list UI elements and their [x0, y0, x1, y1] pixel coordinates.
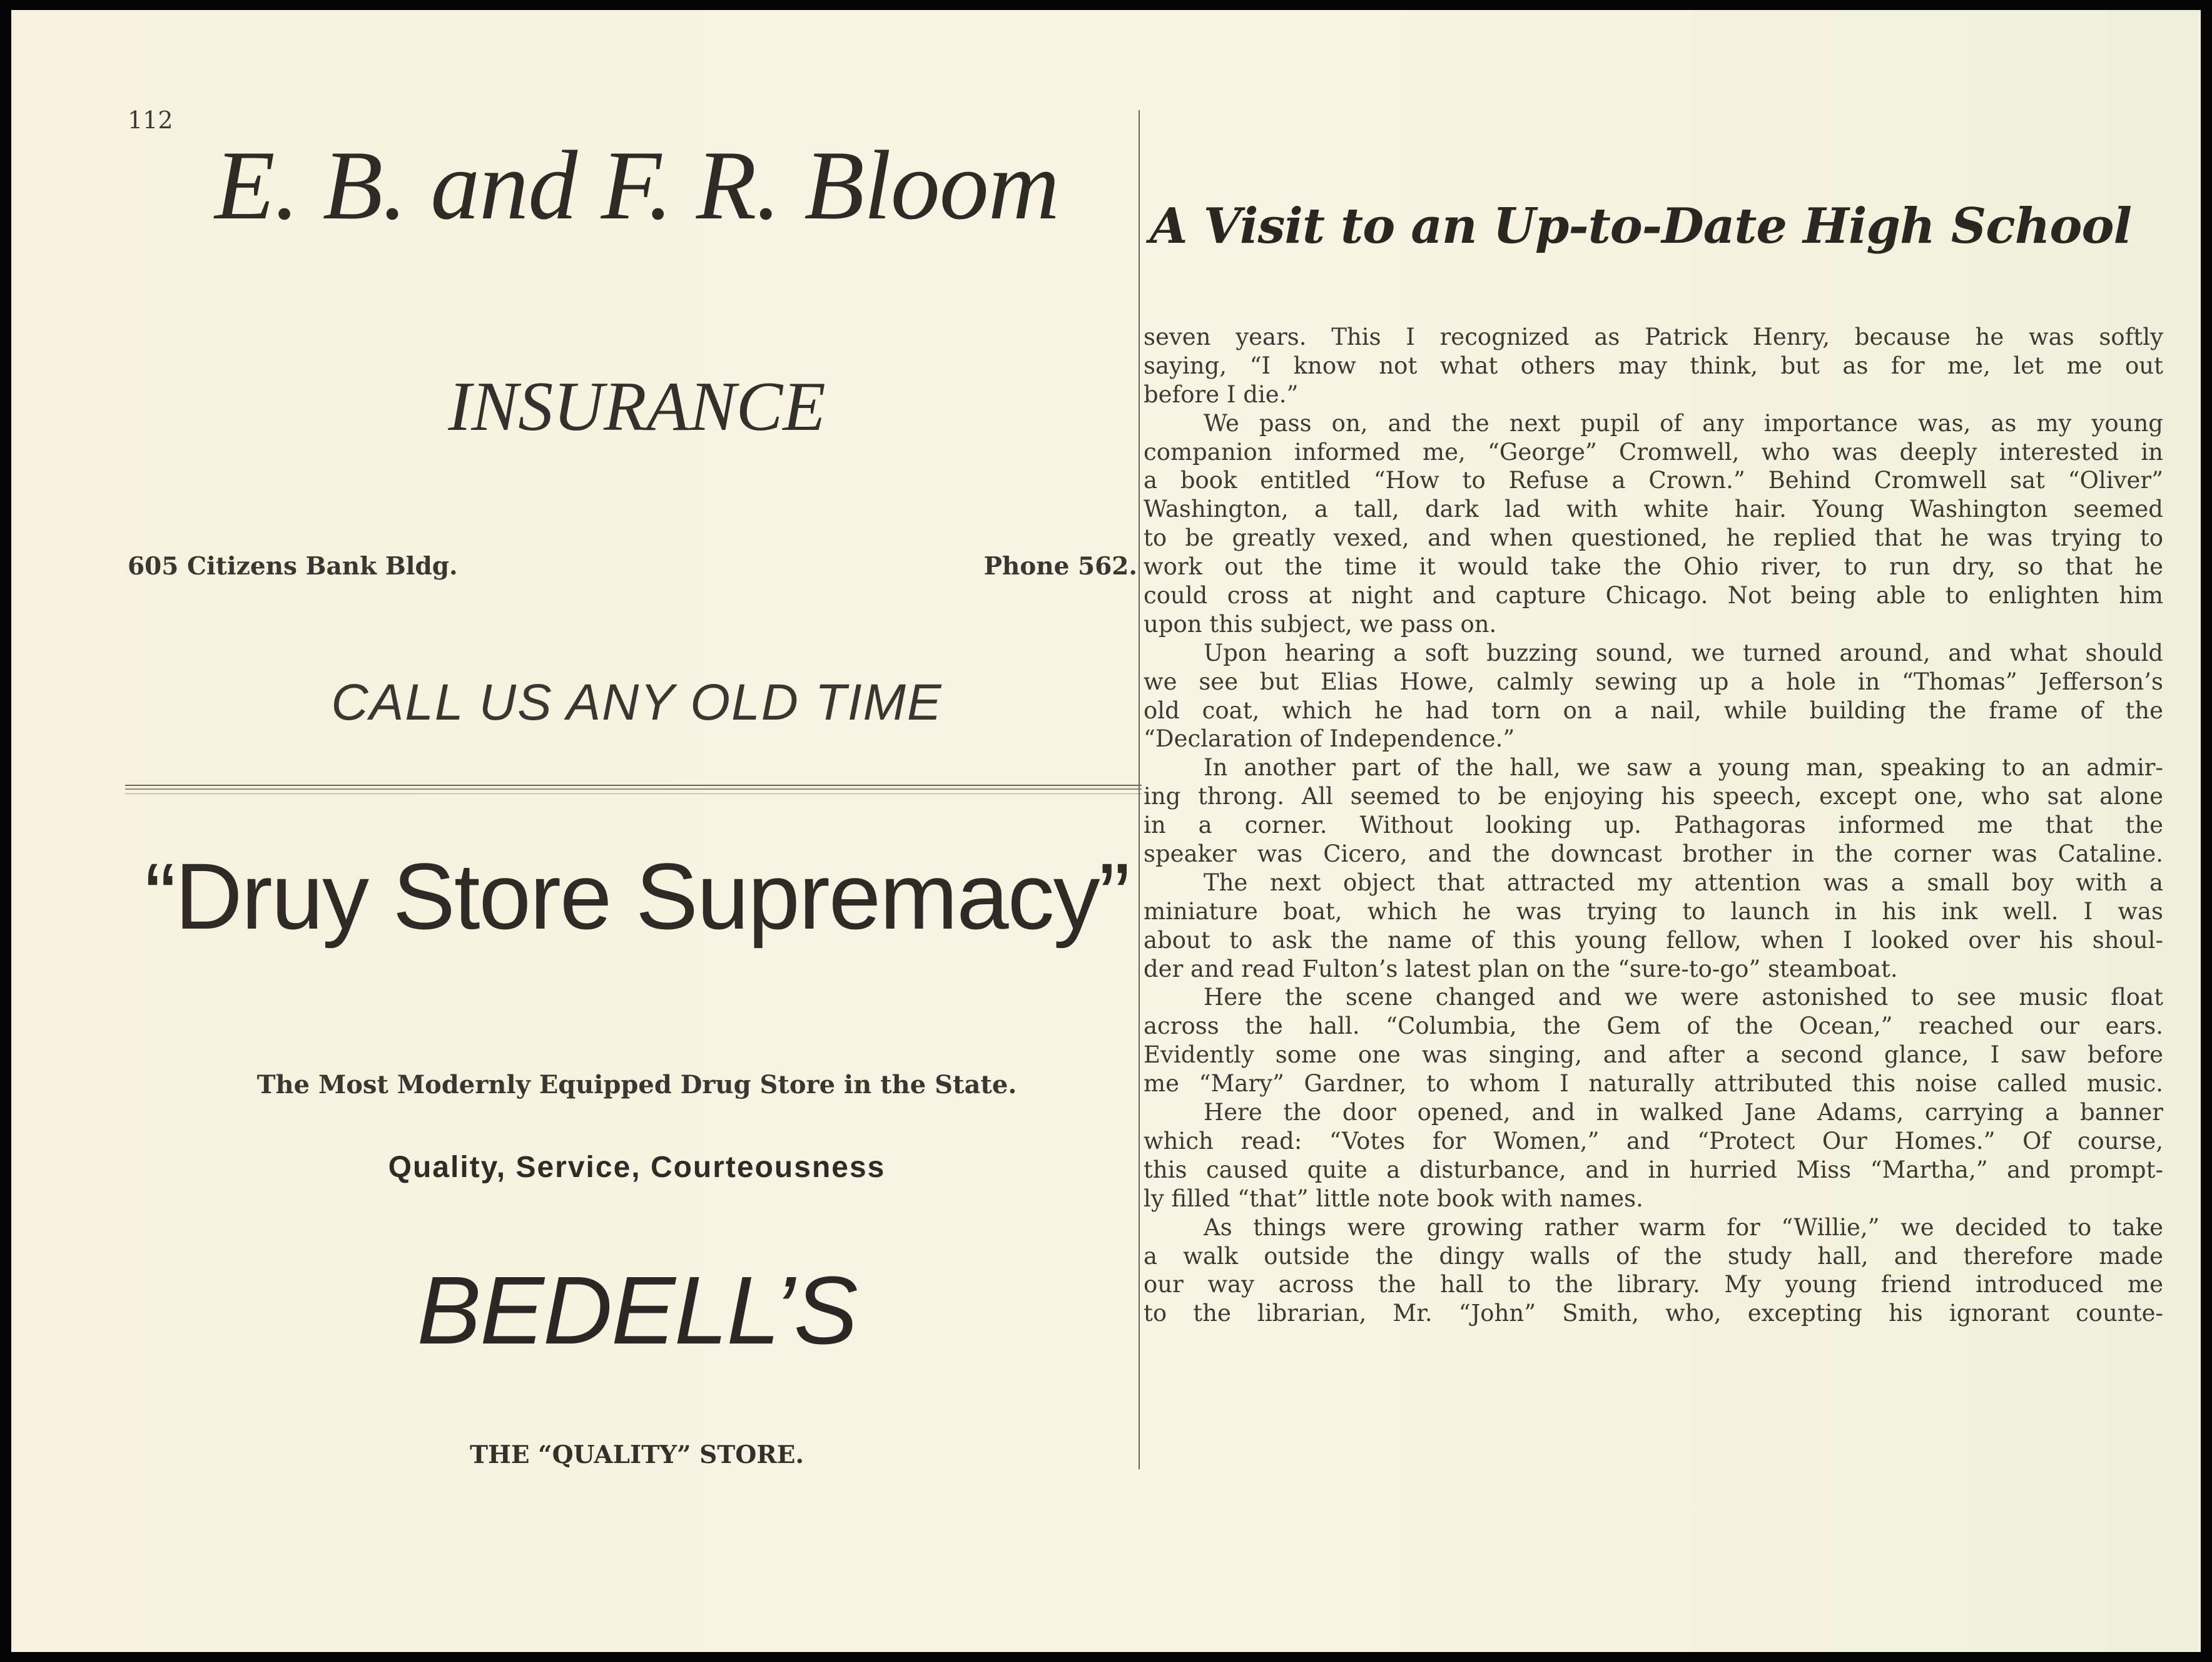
article-line: a book entitled “How to Refuse a Crown.” Behind Cromwell sat “Oliver” [1144, 467, 2163, 494]
article-line: ly filled “that” little note book with names. [1144, 1185, 1643, 1212]
article-line: could cross at night and capture Chicago. Not being able to enlighten him [1144, 582, 2163, 609]
article-line: We pass on, and the next pupil of any importance was, as my young [1204, 409, 2163, 437]
bloom-ad-phone: Phone 562. [983, 552, 1137, 581]
article-line: As things were growing rather warm for “Willie,” we decided to take [1204, 1213, 2163, 1241]
article-line: Here the door opened, and in walked Jane Adams, carrying a banner [1204, 1099, 2163, 1126]
bedells-ad-headline: “Druy Store Supremacy” [145, 844, 1129, 949]
article-line: to the librarian, Mr. “John” Smith, who, excepting his ignorant counte- [1144, 1300, 2163, 1327]
ad-divider-line [125, 793, 1142, 794]
article-line: old coat, which he had torn on a nail, while building the frame of the [1144, 696, 2163, 724]
article-line: miniature boat, which he was trying to launch in his ink well. I was [1144, 897, 2163, 925]
column-rule [1139, 110, 1140, 1469]
article-line: to be greatly vexed, and when questioned, he replied that he was trying to [1144, 524, 2163, 552]
article-line: seven years. This I recognized as Patrick Henry, because he was softly [1144, 324, 2163, 350]
article-line: Here the scene changed and we were astonished to see music float [1204, 984, 2163, 1011]
article-line: about to ask the name of this young fellow, when I looked over his shoul- [1144, 926, 2163, 954]
article-line: saying, “I know not what others may think, but as for me, let me out [1144, 352, 2163, 379]
article-line: which read: “Votes for Women,” and “Protect Our Homes.” Of course, [1144, 1127, 2163, 1155]
article-line: work out the time it would take the Ohio river, to run dry, so that he [1144, 553, 2163, 581]
article-line: this caused quite a disturbance, and in hurried Miss “Martha,” and prompt- [1144, 1156, 2163, 1183]
bloom-ad-slogan: CALL US ANY OLD TIME [331, 674, 943, 731]
article-line: upon this subject, we pass on. [1144, 610, 1497, 638]
bloom-ad-name: E. B. and F. R. Bloom [215, 131, 1059, 240]
article-line: Upon hearing a soft buzzing sound, we turned around, and what should [1204, 639, 2163, 666]
article-line: der and read Fulton’s latest plan on the “sure-to-go” steamboat. [1144, 955, 1898, 982]
article-line: In another part of the hall, we saw a young man, speaking to an admir- [1204, 754, 2163, 782]
article-line: The next object that attracted my attention was a small boy with a [1204, 869, 2163, 896]
article-line: “Declaration of Independence.” [1144, 725, 1515, 753]
article-line: me “Mary” Gardner, to whom I naturally attributed this noise called music. [1144, 1070, 2163, 1098]
bedells-ad-name: BEDELL’S [417, 1257, 857, 1364]
article-body [1144, 323, 2163, 1328]
article-line: speaker was Cicero, and the downcast brother in the corner was Cataline. [1144, 840, 2163, 868]
article-line: ing throng. All seemed to be enjoying his speech, except one, who sat alone [1144, 783, 2163, 810]
bedells-ad-tagline: The Most Modernly Equipped Drug Store in the State. [256, 1070, 1017, 1099]
bloom-ad-address: 605 Citizens Bank Bldg. [128, 552, 458, 581]
bloom-ad-service: INSURANCE [448, 368, 826, 446]
magazine-page [11, 10, 2201, 1652]
article-line: in a corner. Without looking up. Pathagoras informed me that the [1144, 812, 2163, 839]
article-title: A Visit to an Up-to-Date High School [1150, 198, 2132, 255]
article-line: our way across the hall to the library. My young friend introduced me [1144, 1271, 2163, 1298]
article-line: Washington, a tall, dark lad with white hair. Young Washington seemed [1144, 496, 2163, 523]
article-line: Evidently some one was singing, and after a second glance, I saw before [1144, 1041, 2163, 1069]
page-number: 112 [128, 106, 173, 134]
article-line: before I die.” [1144, 380, 1299, 408]
article-line: a walk outside the dingy walls of the study hall, and therefore made [1144, 1242, 2163, 1270]
article-line: we see but Elias Howe, calmly sewing up a hole in “Thomas” Jefferson’s [1144, 668, 2163, 695]
bedells-ad-footer: THE “QUALITY” STORE. [469, 1440, 804, 1469]
bedells-ad-qualities: Quality, Service, Courteousness [388, 1151, 886, 1184]
ad-divider [125, 785, 1142, 790]
article-line: across the hall. “Columbia, the Gem of the Ocean,” reached our ears. [1144, 1012, 2163, 1040]
article-line: companion informed me, “George” Cromwell, who was deeply interested in [1144, 438, 2163, 466]
